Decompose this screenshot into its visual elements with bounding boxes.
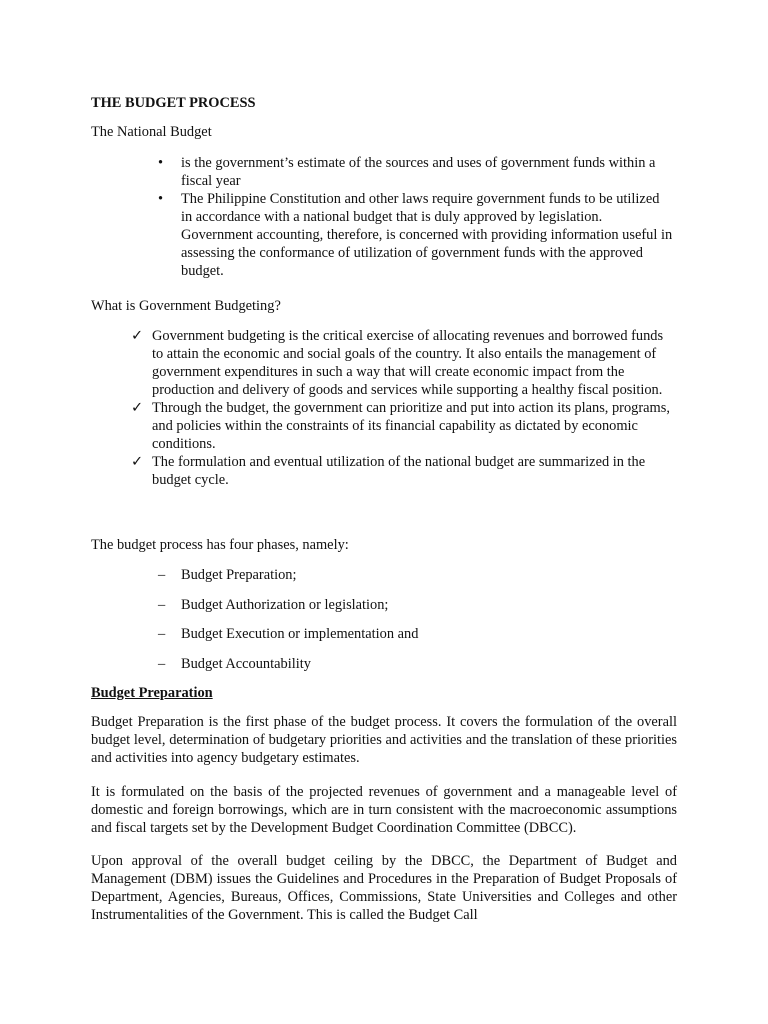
list-item [131, 327, 676, 399]
budget-preparation-heading: Budget Preparation [91, 685, 213, 701]
phases-intro: The budget process has four phases, namely: [91, 537, 349, 553]
list-item-text: Budget Accountability [181, 655, 311, 672]
dash-marker: – [158, 596, 166, 613]
check-mark-icon: ✓ [131, 400, 144, 416]
list-item-text: Through the budget, the government can prioritize and put into action its plans, programs, and policies within the constraints of its financial capability as dictated by economic conditions. [152, 400, 670, 452]
dash-marker: – [158, 567, 166, 583]
list-item-text: Budget Authorization or legislation; [181, 596, 389, 613]
national-budget-list [181, 154, 673, 280]
list-item-text: Government budgeting is the critical exercise of allocating revenues and borrowed funds to attain the economic and social goals of the country. It also entails the management of government expenditures in such a way that will create economic impact from the production and delivery of goods and services while supporting a healthy fiscal position. [152, 328, 664, 398]
list-item [158, 625, 661, 643]
document-title: THE BUDGET PROCESS [91, 95, 256, 111]
list-item: • is the government’s estimate of the sources and uses of government funds within a fiscal year [181, 154, 673, 190]
list-item [158, 596, 661, 614]
list-item: • The Philippine Constitution and other laws require government funds to be utilized in accordance with a national budget that is duly approved by legislation. Government accounting, therefore, is concerned with providing information useful in assessing the conformance of utilization of government funds with the approved budget. [181, 190, 673, 280]
list-item-text: Budget Execution or implementation and [181, 626, 419, 642]
list-item [158, 655, 661, 673]
budget-preparation-paragraph: Budget Preparation is the first phase of the budget process. It covers the formulation of the overall budget level, determination of budgetary priorities and activities and the translation of these priorities and activities into agency budgetary estimates. [91, 714, 677, 766]
government-budgeting-list [131, 327, 676, 489]
dash-marker: – [158, 626, 166, 642]
list-item [158, 566, 661, 584]
list-item [131, 453, 676, 489]
list-item [131, 399, 676, 453]
phases-list [158, 566, 661, 684]
check-mark-icon: ✓ [131, 328, 144, 344]
government-budgeting-heading: What is Government Budgeting? [91, 298, 281, 314]
check-mark-icon: ✓ [131, 454, 144, 470]
national-budget-heading: The National Budget [91, 124, 212, 140]
list-item-text: Budget Preparation; [181, 567, 297, 583]
dash-marker: – [158, 655, 166, 672]
budget-preparation-paragraph: Upon approval of the overall budget ceiling by the DBCC, the Department of Budget and Management (DBM) issues the Guidelines and Procedures in the Preparation of Budget Proposals of Department, Agencies, Bureaus, Offices, Commissions, State Universities and Colleges and other Instrumentalities of the Government. This is called the Budget Call [91, 853, 677, 923]
list-item-text: The formulation and eventual utilization of the national budget are summarized in the budget cycle. [152, 454, 646, 488]
budget-preparation-paragraph: It is formulated on the basis of the projected revenues of government and a manageable level of domestic and foreign borrowings, which are in turn consistent with the macroeconomic assumptions and fiscal targets set by the Development Budget Coordination Committee (DBCC). [91, 784, 677, 836]
